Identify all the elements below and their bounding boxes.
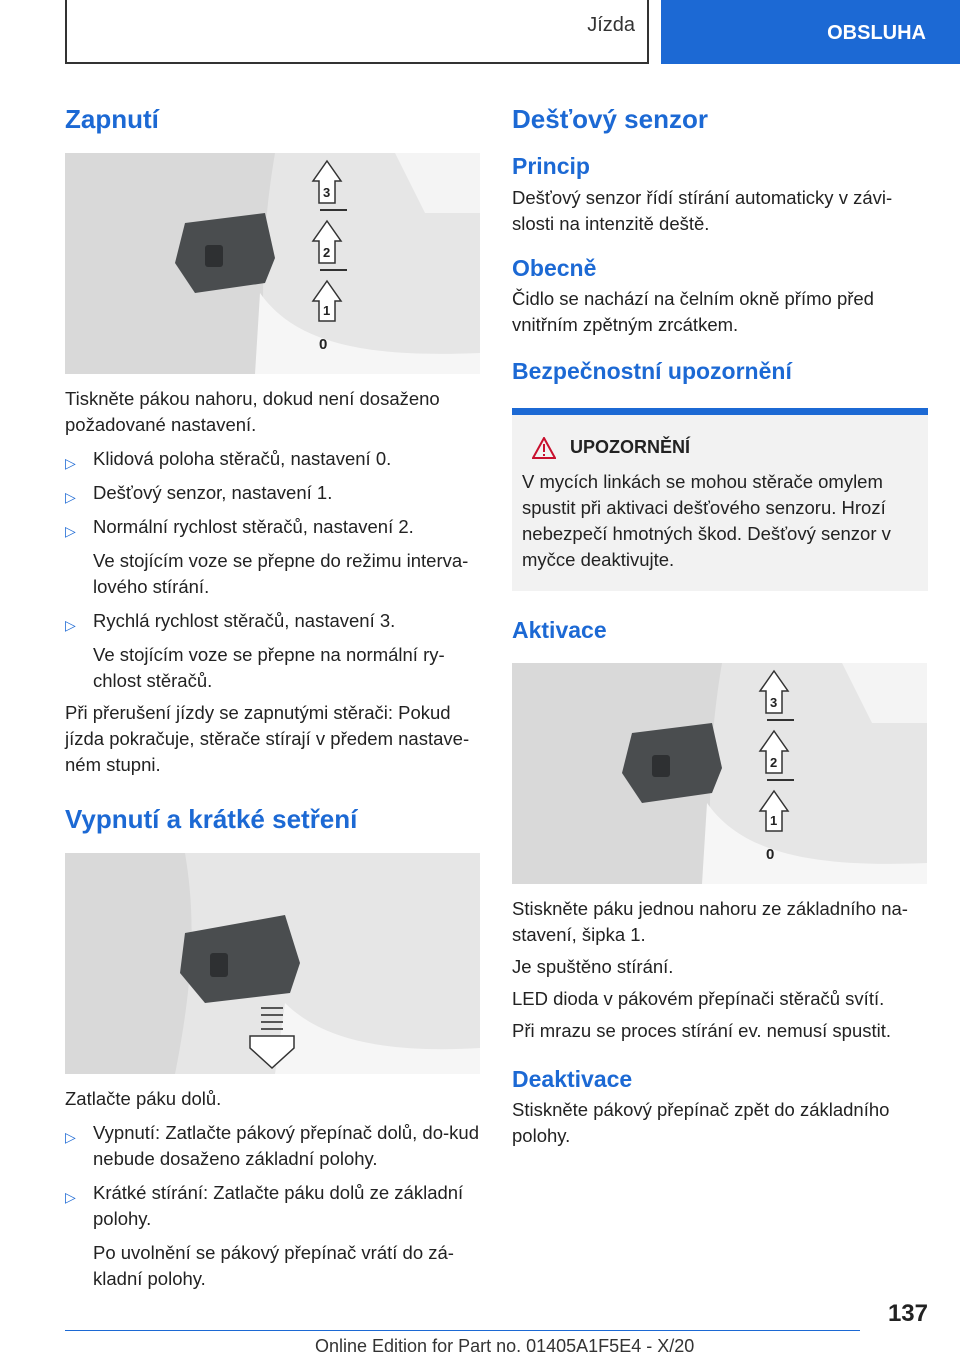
triangle-right-icon: ▷ <box>65 617 76 634</box>
triangle-right-icon: ▷ <box>65 489 76 506</box>
heading-princip: Princip <box>512 153 590 180</box>
aktivace-text-4: Při mrazu se proces stírání ev. nemusí spustit. <box>512 1019 892 1041</box>
heading-destovy-senzor: Dešťový senzor <box>512 104 708 134</box>
heading-deaktivace: Deaktivace <box>512 1065 633 1092</box>
header-frame <box>65 0 649 64</box>
figure-label-1: 1 <box>770 812 778 828</box>
figure-label-2: 2 <box>323 245 331 261</box>
zapnuti-intro: Tiskněte pákou nahoru, dokud není dosaženo požadované nastavení. <box>65 388 440 436</box>
figure-label-3: 3 <box>770 694 778 710</box>
aktivace-text-3: LED dioda v pákovém přepínači stěračů svítí. <box>512 987 885 1009</box>
list-item: ▷ Vypnutí: Zatlačte pákový přepínač dolů, do-kud nebude dosaženo základní polohy. <box>65 1122 479 1170</box>
vypnuti-list <box>65 1120 480 1292</box>
heading-zapnuti: Zapnutí <box>65 104 159 134</box>
list-item: ▷ Rychlá rychlost stěračů, nastavení 3. Ve stojícím voze se přepne na normální ry-chlost stěračů. <box>65 610 445 692</box>
list-item: ▷ Krátké stírání: Zatlačte páku dolů ze základní polohy. Po uvolnění se pákový přepínač vrátí do zá-kladní polohy. <box>65 1182 464 1290</box>
left-column <box>65 98 480 1292</box>
zapnuti-outro: Při přerušení jízdy se zapnutými stěrači: Pokud jízda pokračuje, stěrače stírají v předem nastave-ném stupni. <box>65 702 470 776</box>
header-tab: OBSLUHA <box>661 0 960 64</box>
footer-edition: Online Edition for Part no. 01405A1F5E4 - X/20 <box>315 1336 695 1356</box>
warning-box <box>512 408 928 591</box>
triangle-right-icon: ▷ <box>65 1189 76 1206</box>
right-column <box>512 98 928 1149</box>
obecne-text: Čidlo se nachází na čelním okně přímo před vnitřním zpětným zrcátkem. <box>512 288 874 336</box>
figure-wiper-lever-down <box>65 853 480 1074</box>
figure-label-3: 3 <box>323 185 331 201</box>
figure-label-2: 2 <box>770 754 778 770</box>
heading-aktivace: Aktivace <box>512 616 607 643</box>
figure-label-0: 0 <box>766 845 775 863</box>
warning-text: V mycích linkách se mohou stěrače omylem spustit při aktivaci dešťového senzoru. Hrozí nebezpečí hmotných škod. Dešťový senzor v myčce deaktivujte. <box>522 470 891 570</box>
warning-triangle-icon <box>532 437 556 459</box>
warning-title: UPOZORNĚNÍ <box>532 437 918 459</box>
header-section: Jízda <box>587 14 635 36</box>
list-item: ▷ Klidová poloha stěračů, nastavení 0. <box>65 446 480 472</box>
heading-vypnuti: Vypnutí a krátké setření <box>65 804 358 835</box>
footer-divider <box>65 1330 860 1331</box>
figure-rain-sensor-activation <box>512 663 927 884</box>
list-item: ▷ Normální rychlost stěračů, nastavení 2. Ve stojícím voze se přepne do režimu interva-lového stírání. <box>65 516 469 598</box>
heading-bezpecnost: Bezpečnostní upozornění <box>512 358 792 385</box>
aktivace-text-1: Stiskněte páku jednou nahoru ze základního na-stavení, šipka 1. <box>512 897 908 945</box>
figure-wiper-lever-up <box>65 153 480 374</box>
zapnuti-list <box>65 446 480 694</box>
list-item: ▷ Dešťový senzor, nastavení 1. <box>65 480 480 506</box>
triangle-right-icon: ▷ <box>65 1129 76 1146</box>
deaktivace-text: Stiskněte pákový přepínač zpět do základního polohy. <box>512 1099 890 1147</box>
vypnuti-intro: Zatlačte páku dolů. <box>65 1088 222 1110</box>
figure-label-1: 1 <box>323 303 331 319</box>
page-number: 137 <box>887 1300 928 1327</box>
triangle-right-icon: ▷ <box>65 523 76 540</box>
triangle-right-icon: ▷ <box>65 455 76 472</box>
heading-obecne: Obecně <box>512 254 597 281</box>
aktivace-text-2: Je spuštěno stírání. <box>512 955 674 977</box>
princip-text: Dešťový senzor řídí stírání automaticky v závi-slosti na intenzitě deště. <box>512 186 893 234</box>
figure-label-0: 0 <box>319 336 328 354</box>
